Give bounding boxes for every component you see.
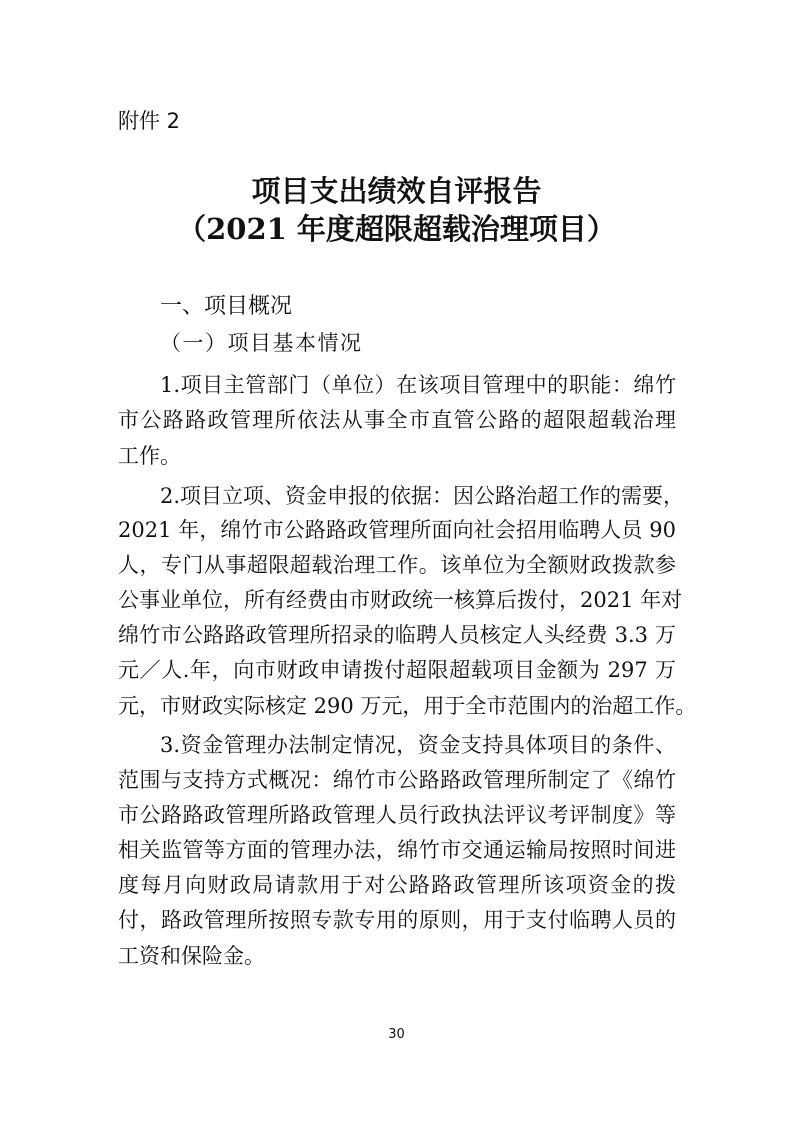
page-number: 30: [388, 1027, 405, 1042]
attachment-label: 附件 2: [118, 109, 181, 133]
paragraph-3-line-1: 3.资金管理办法制定情况，资金支持具体项目的条件、: [160, 733, 676, 757]
paragraph-2-line-2: 2021 年，绵竹市公路路政管理所面向社会招用临聘人员 90: [118, 518, 676, 542]
paragraph-2-line-3: 人，专门从事超限超载治理工作。该单位为全额财政拨款参: [118, 553, 676, 577]
section-heading: 一、项目概况: [160, 294, 293, 319]
paragraph-2-line-7: 元，市财政实际核定 290 万元，用于全市范围内的治超工作。: [118, 694, 697, 718]
paragraph-1-line-3: 工作。: [118, 444, 181, 468]
paragraph-1-line-2: 市公路路政管理所依法从事全市直管公路的超限超载治理: [118, 408, 676, 432]
paragraph-2-line-5: 绵竹市公路路政管理所招录的临聘人员核定人头经费 3.3 万: [118, 623, 676, 647]
paragraph-3-line-3: 市公路路政管理所路政管理人员行政执法评议考评制度》等: [118, 803, 676, 827]
paragraph-2-line-6: 元／人.年，向市财政申请拨付超限超载项目金额为 297 万: [118, 658, 676, 682]
paragraph-3-line-5: 度每月向财政局请款用于对公路路政管理所该项资金的拨: [118, 873, 676, 897]
paragraph-3-line-6: 付，路政管理所按照专款专用的原则，用于支付临聘人员的: [118, 908, 676, 932]
subsection-heading: （一）项目基本情况: [160, 331, 363, 355]
paragraph-3-line-2: 范围与支持方式概况：绵竹市公路路政管理所制定了《绵竹: [118, 768, 676, 792]
report-title: 项目支出绩效自评报告: [251, 174, 542, 208]
paragraph-2-line-4: 公事业单位，所有经费由市财政统一核算后拨付，2021 年对: [118, 588, 683, 612]
paragraph-2-line-1: 2.项目立项、资金申报的依据：因公路治超工作的需要，: [160, 484, 685, 508]
report-subtitle: （2021 年度超限超载治理项目）: [177, 212, 616, 246]
paragraph-1-line-1: 1.项目主管部门（单位）在该项目管理中的职能：绵竹: [160, 373, 676, 397]
paragraph-3-line-7: 工资和保险金。: [118, 944, 265, 968]
paragraph-3-line-4: 相关监管等方面的管理办法，绵竹市交通运输局按照时间进: [118, 838, 676, 862]
